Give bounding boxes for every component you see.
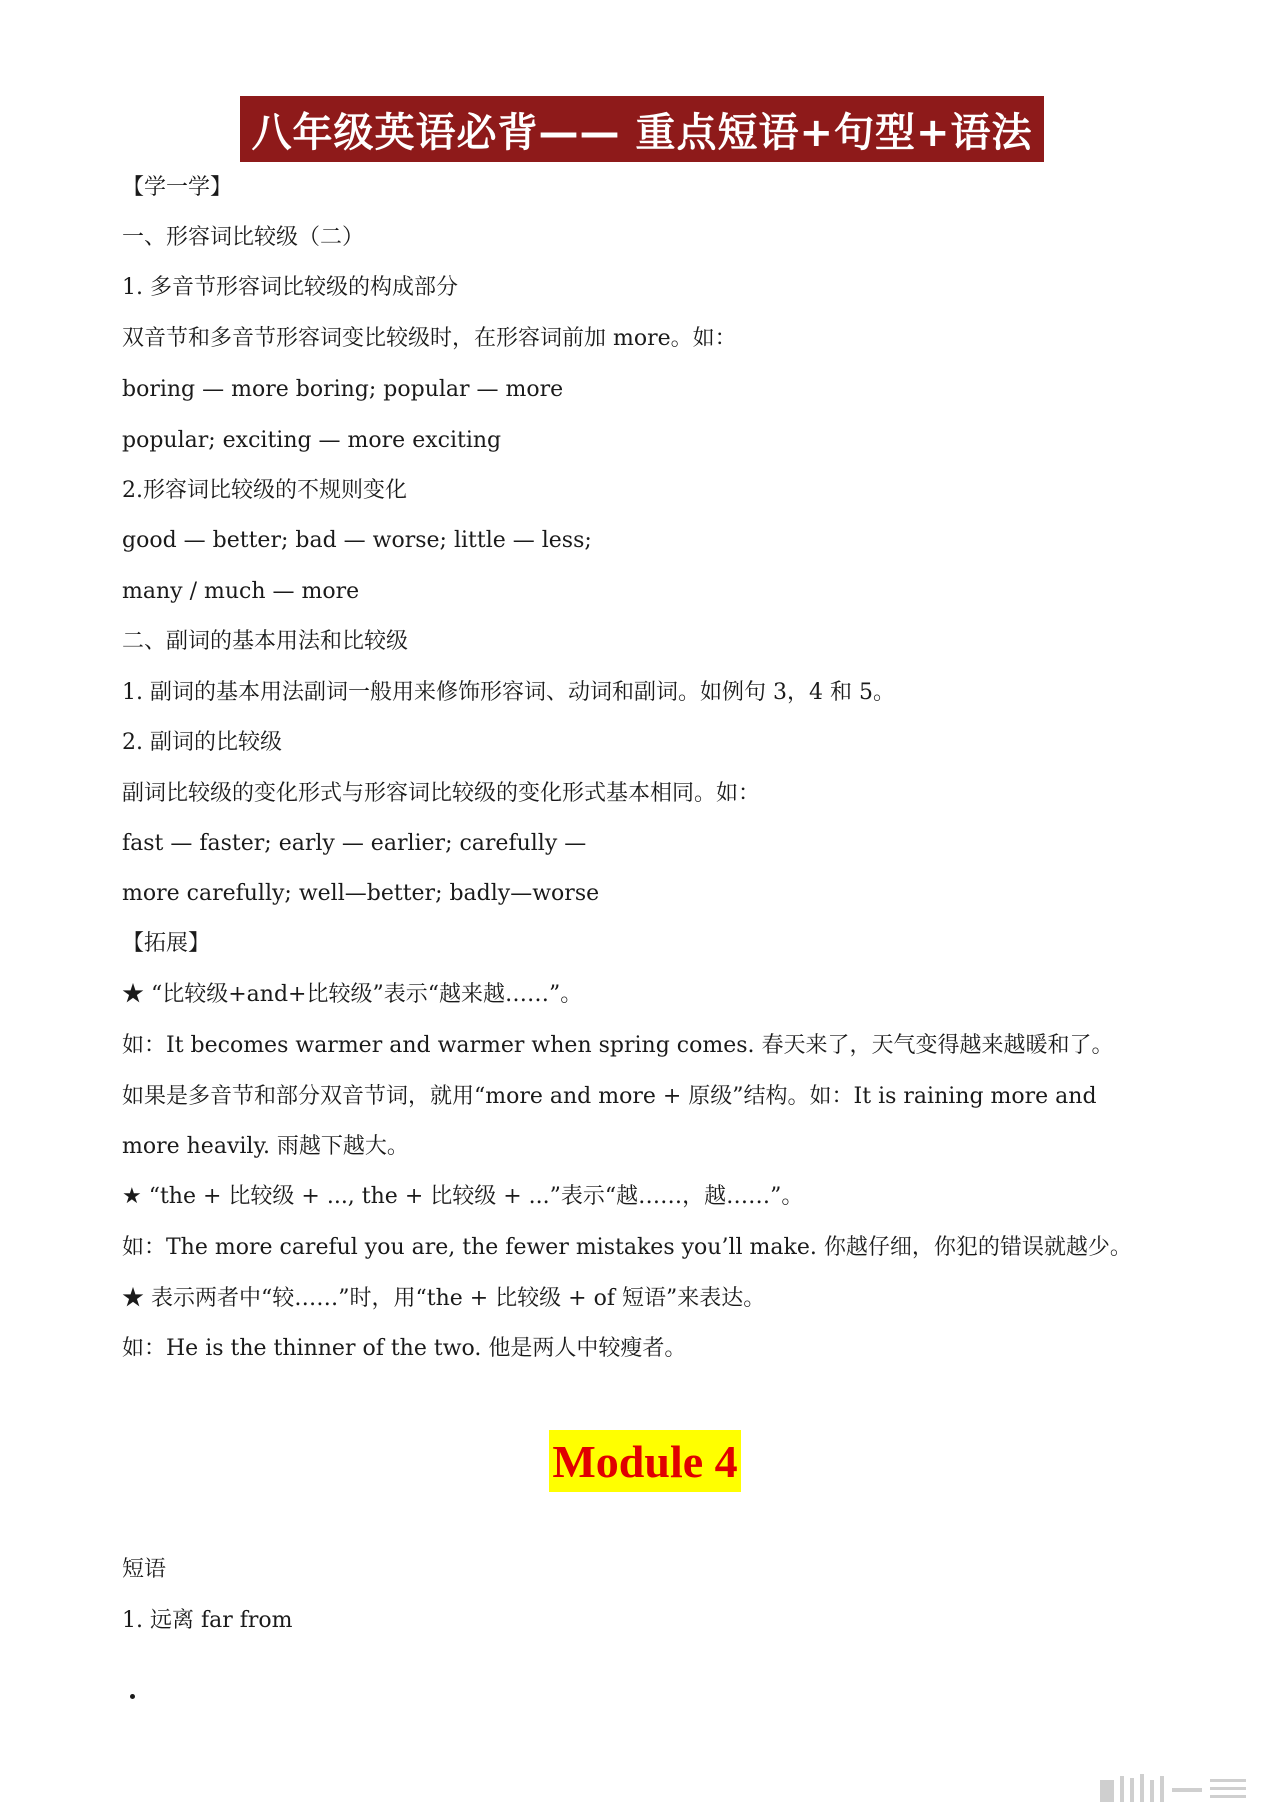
text-line: boring — more boring; popular — more bbox=[122, 377, 564, 402]
section-heading-extend: 【拓展】 bbox=[122, 931, 211, 956]
text-line: 双音节和多音节形容词变比较级时，在形容词前加 more。如： bbox=[122, 326, 737, 351]
section-heading-learn: 【学一学】 bbox=[122, 175, 233, 200]
text-line: more heavily. 雨越下越大。 bbox=[122, 1134, 409, 1159]
title-banner bbox=[240, 96, 1044, 162]
bullet-dot bbox=[130, 1694, 135, 1699]
text-line: 如果是多音节和部分双音节词，就用“more and more + 原级”结构。如：It is raining more and bbox=[122, 1084, 1097, 1109]
text-line: ★ “比较级+and+比较级”表示“越来越……”。 bbox=[122, 982, 583, 1007]
text-line: popular; exciting — more exciting bbox=[122, 428, 502, 453]
text-line: ★ “the + 比较级 + ..., the + 比较级 + ...”表示“越……，越……”。 bbox=[122, 1184, 804, 1209]
section-heading-adjective: 一、形容词比较级（二） bbox=[122, 225, 365, 250]
watermark-icon bbox=[1100, 1772, 1260, 1802]
text-line: many / much — more bbox=[122, 579, 360, 604]
text-line: 如：He is the thinner of the two. 他是两人中较瘦者。 bbox=[122, 1336, 687, 1361]
text-line: 如：The more careful you are, the fewer mistakes you’ll make. 你越仔细，你犯的错误就越少。 bbox=[122, 1235, 1132, 1260]
text-line: good — better; bad — worse; little — less; bbox=[122, 528, 592, 553]
phrase-item: 1. 远离 far from bbox=[122, 1608, 293, 1633]
module-label: Module 4 bbox=[552, 1435, 738, 1487]
phrases-heading: 短语 bbox=[122, 1557, 167, 1582]
text-line: 副词比较级的变化形式与形容词比较级的变化形式基本相同。如： bbox=[122, 781, 761, 806]
text-line: more carefully; well—better; badly—worse bbox=[122, 881, 600, 906]
section-heading-adverb: 二、副词的基本用法和比较级 bbox=[122, 629, 409, 654]
text-line: 2. 副词的比较级 bbox=[122, 730, 282, 755]
text-line: 1. 多音节形容词比较级的构成部分 bbox=[122, 275, 458, 300]
module-heading bbox=[549, 1430, 741, 1492]
text-line: fast — faster; early — earlier; carefully — bbox=[122, 831, 587, 856]
text-line: 如：It becomes warmer and warmer when spring comes. 春天来了，天气变得越来越暖和了。 bbox=[122, 1033, 1114, 1058]
page-title: 八年级英语必背—— 重点短语+句型+语法 bbox=[251, 109, 1033, 156]
text-line: 2.形容词比较级的不规则变化 bbox=[122, 478, 407, 503]
text-line: ★ 表示两者中“较……”时，用“the + 比较级 + of 短语”来表达。 bbox=[122, 1286, 766, 1311]
text-line: 1. 副词的基本用法副词一般用来修饰形容词、动词和副词。如例句 3，4 和 5。 bbox=[122, 680, 895, 705]
